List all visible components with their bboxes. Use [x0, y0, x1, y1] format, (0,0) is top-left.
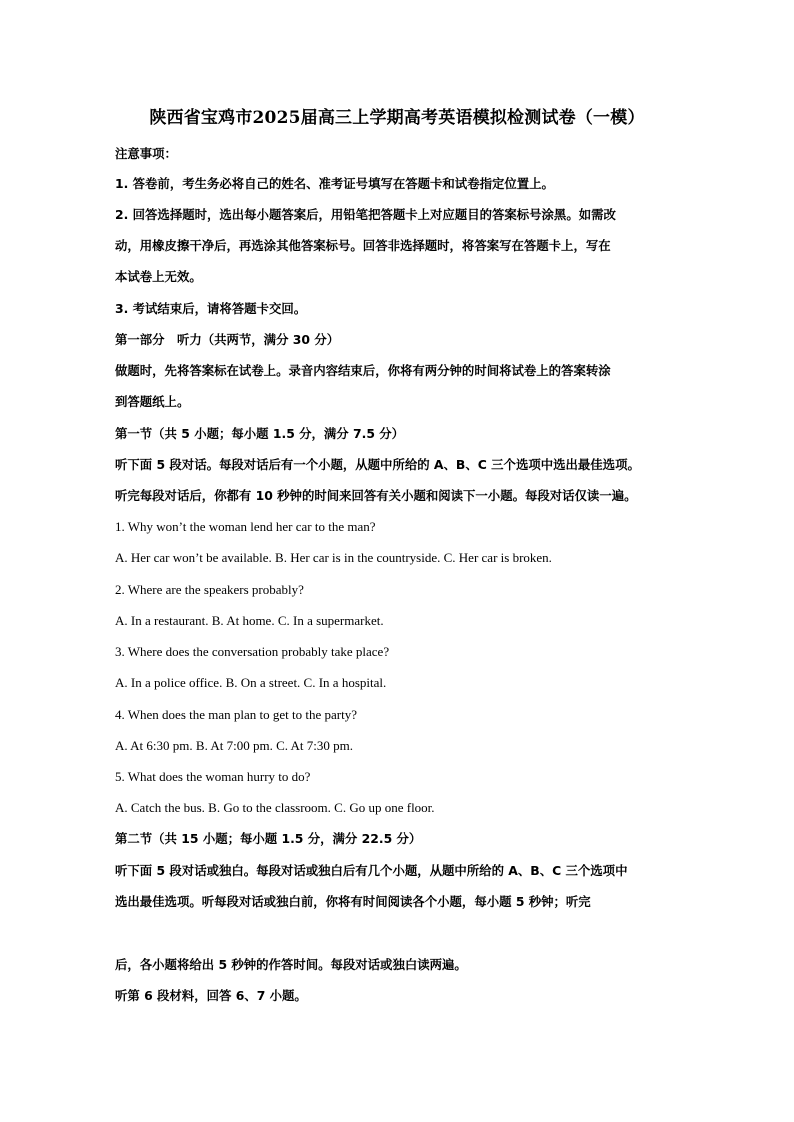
section2-heading: 第二节（共 15 小题；每小题 1.5 分，满分 22.5 分）	[115, 831, 422, 846]
question-5: 5. What does the woman hurry to do?	[115, 769, 311, 784]
notice-item-2-line-1: 2. 回答选择题时，选出每小题答案后，用铅笔把答题卡上对应题目的答案标号涂黑。如需改	[115, 207, 616, 222]
section2-intro-line-2: 选出最佳选项。听每段对话或独白前，你将有时间阅读各个小题，每小题 5 秒钟；听完	[115, 894, 591, 909]
part1-heading: 第一部分 听力（共两节，满分 30 分）	[115, 332, 340, 347]
section2-intro-line-1: 听下面 5 段对话或独白。每段对话或独白后有几个小题，从题中所给的 A、B、C 三个选项中	[115, 863, 628, 878]
question-5-options: A. Catch the bus. B. Go to the classroom. C. Go up one floor.	[115, 800, 435, 815]
notice-item-2-line-2: 动，用橡皮擦干净后，再选涂其他答案标号。回答非选择题时，将答案写在答题卡上，写在	[115, 238, 611, 253]
section2-intro-line-3: 后，各小题将给出 5 秒钟的作答时间。每段对话或独白读两遍。	[115, 957, 467, 972]
question-2-options: A. In a restaurant. B. At home. C. In a supermarket.	[115, 613, 384, 628]
section1-intro-line-1: 听下面 5 段对话。每段对话后有一个小题，从题中所给的 A、B、C 三个选项中选出最佳选项。	[115, 457, 640, 472]
material-6-instruction: 听第 6 段材料，回答 6、7 小题。	[115, 988, 307, 1003]
question-3-options: A. In a police office. B. On a street. C. In a hospital.	[115, 675, 387, 690]
section1-heading: 第一节（共 5 小题；每小题 1.5 分，满分 7.5 分）	[115, 426, 405, 441]
notice-heading: 注意事项：	[115, 146, 177, 161]
section1-intro-line-2: 听完每段对话后，你都有 10 秒钟的时间来回答有关小题和阅读下一小题。每段对话仅读一遍。	[115, 488, 637, 503]
question-1-options: A. Her car won’t be available. B. Her car is in the countryside. C. Her car is broken.	[115, 550, 552, 565]
part1-intro-line-2: 到答题纸上。	[115, 394, 190, 409]
question-4-options: A. At 6:30 pm. B. At 7:00 pm. C. At 7:30 pm.	[115, 738, 353, 753]
question-3: 3. Where does the conversation probably take place?	[115, 644, 390, 659]
notice-item-3: 3. 考试结束后，请将答题卡交回。	[115, 301, 307, 316]
question-4: 4. When does the man plan to get to the party?	[115, 707, 357, 722]
page-title: 陕西省宝鸡市2025届高三上学期高考英语模拟检测试卷（一模）	[149, 108, 645, 128]
part1-intro-line-1: 做题时，先将答案标在试卷上。录音内容结束后，你将有两分钟的时间将试卷上的答案转涂	[115, 363, 611, 378]
notice-item-2-line-3: 本试卷上无效。	[115, 269, 202, 284]
notice-item-1: 1. 答卷前，考生务必将自己的姓名、准考证号填写在答题卡和试卷指定位置上。	[115, 176, 554, 191]
question-1: 1. Why won’t the woman lend her car to the man?	[115, 519, 376, 534]
question-2: 2. Where are the speakers probably?	[115, 582, 304, 597]
